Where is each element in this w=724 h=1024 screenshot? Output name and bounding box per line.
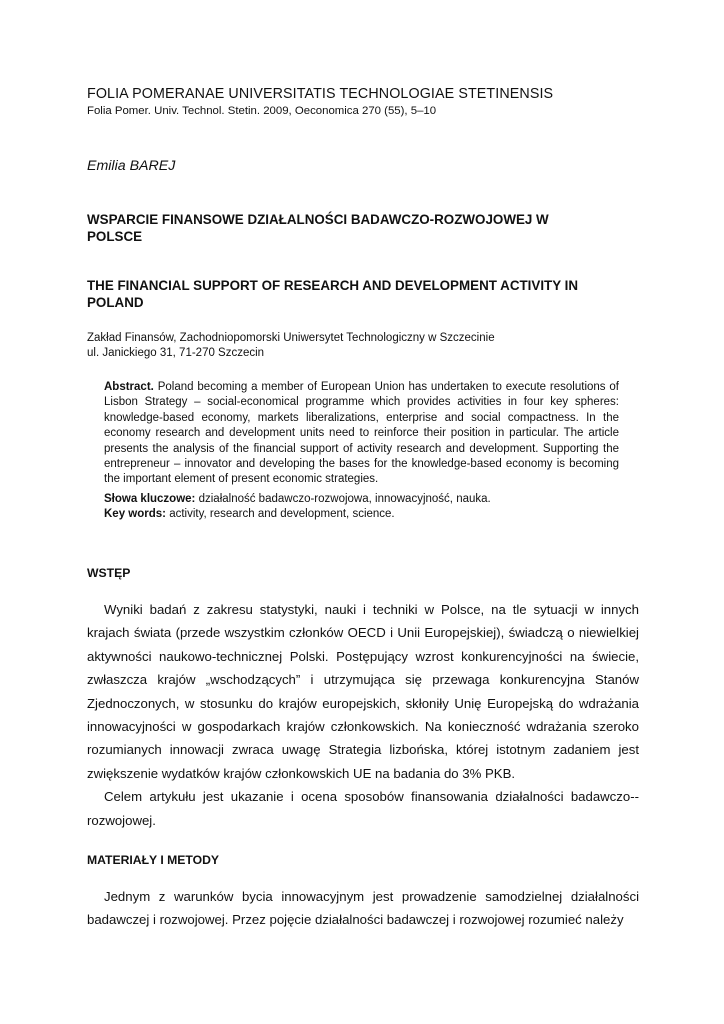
author-name: Emilia BAREJ: [87, 158, 176, 174]
affiliation-line-2: ul. Janickiego 31, 71-270 Szczecin: [87, 347, 265, 359]
title-english: THE FINANCIAL SUPPORT OF RESEARCH AND DEVELOPMENT ACTIVITY IN POLAND: [87, 278, 579, 310]
affiliation-line-1: Zakład Finansów, Zachodniopomorski Uniwersytet Technologiczny w Szczecinie: [87, 332, 495, 344]
section-introduction: [87, 598, 639, 832]
keywords-english-label: Key words:: [104, 508, 166, 521]
keywords-polish-label: Słowa kluczowe:: [104, 493, 196, 505]
journal-name: FOLIA POMERANAE UNIVERSITATIS TECHNOLOGIAE STETINENSIS: [87, 86, 554, 102]
keywords: [104, 492, 619, 523]
title-polish: WSPARCIE FINANSOWE DZIAŁALNOŚCI BADAWCZO-ROZWOJOWEJ W POLSCE: [87, 212, 549, 244]
section-heading-methods: MATERIAŁY I METODY: [87, 853, 220, 867]
keywords-polish: [104, 492, 619, 507]
paragraph: Wyniki badań z zakresu statystyki, nauki i techniki w Polsce, na tle sytuacji w innych krajach świata (przede wszystkim członków OECD i Unii Europejskiej), świadczą o niewielkiej aktywności naukowo-technicznej Polski. Postępujący wzrost konkurencyjności na świecie, zwłaszcza krajów „wschodzących” i utrzymująca się przewaga konkurencyjna Stanów Zjednoczonych, w stosunku do krajów europejskich, skłoniły Unię Europejską do wdrażania innowacyjności w gospodarkach krajów członkowskich. Na konieczność wdrażania szeroko rozumianych innowacji zwraca uwagę Strategia lizbońska, której istotnym zadaniem jest zwiększenie wydatków krajów członkowskich UE na badania do 3% PKB.: [87, 602, 639, 781]
affiliation: [87, 331, 495, 361]
paragraph: Jednym z warunków bycia innowacyjnym jest prowadzenie samodzielnej działalności badawczej i rozwojowej. Przez pojęcie działalności badawczej i rozwojowej rozumieć należy: [87, 889, 639, 928]
section-methods: [87, 885, 639, 932]
section-heading-introduction: WSTĘP: [87, 566, 131, 580]
journal-citation: Folia Pomer. Univ. Technol. Stetin. 2009, Oeconomica 270 (55), 5–10: [87, 105, 437, 117]
abstract-label: Abstract.: [104, 381, 154, 393]
abstract-text: Poland becoming a member of European Union has undertaken to execute resolutions of Lisbon Strategy – social-economical programme which provides activities in four key spheres: knowledge-based economy, markets liberalizations, enterprise and social compactness. In the economy research and development units need to reinforce their position in particular. The article presents the analysis of the financial support of activity research and development. Supporting the entrepreneur – innovator and developing the bases for the knowledge-based economy is becoming the important element of present economic strategies.: [104, 381, 619, 486]
abstract: [104, 380, 619, 488]
keywords-polish-text: działalność badawczo-rozwojowa, innowacyjność, nauka.: [198, 493, 491, 505]
keywords-english: [104, 507, 619, 522]
keywords-english-text: activity, research and development, science.: [169, 508, 395, 521]
paragraph: Celem artykułu jest ukazanie i ocena sposobów finansowania działalności badawczo--rozwojowej.: [87, 789, 639, 828]
